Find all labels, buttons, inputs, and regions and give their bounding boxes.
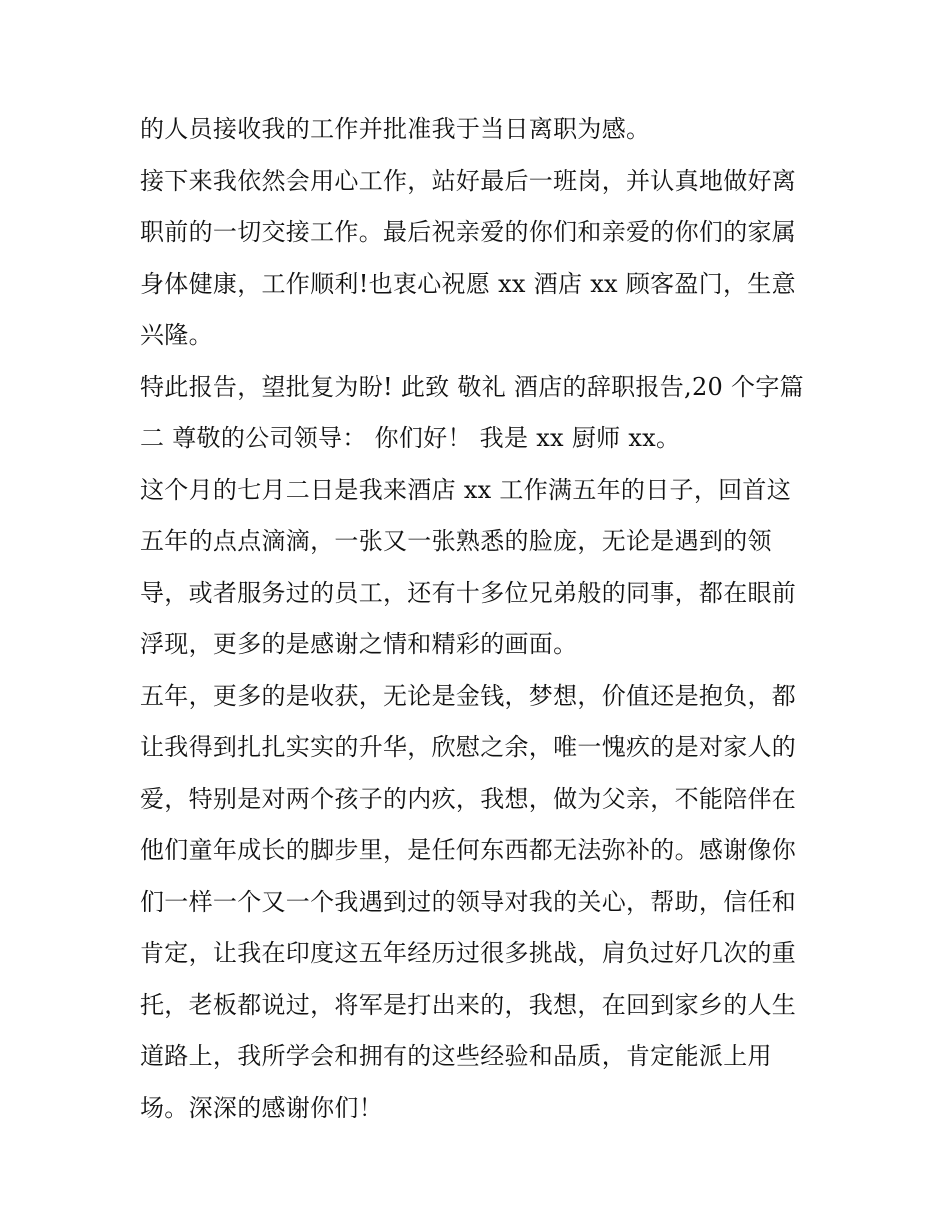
text-line: 兴隆。 — [140, 321, 213, 349]
text-line: 道路上，我所学会和拥有的这些经验和品质，肯定能派上用 — [140, 1042, 772, 1070]
text-line: 接下来我依然会用心工作，站好最后一班岗，并认真地做好离 — [140, 166, 797, 195]
text-line: 特此报告，望批复为盼! 此致 敬礼 酒店的辞职报告,20 个字篇 — [140, 372, 804, 401]
text-line: 职前的一切交接工作。最后祝亲爱的你们和亲爱的你们的家属 — [140, 218, 797, 246]
text-line: 这个月的七月二日是我来酒店 xx 工作满五年的日子，回首这 — [140, 475, 792, 504]
text-line: 们一样一个又一个我遇到过的领导对我的关心，帮助，信任和 — [140, 887, 797, 916]
text-line: 五年，更多的是收获，无论是金钱，梦想，价值还是抱负，都 — [140, 681, 797, 710]
paragraph-report-heading — [140, 362, 820, 465]
text-line: 肯定，让我在印度这五年经历过很多挑战，肩负过好几次的重 — [140, 939, 797, 967]
text-line: 五年的点点滴滴，一张又一张熟悉的脸庞，无论是遇到的领 — [140, 527, 772, 555]
text-line: 浮现，更多的是感谢之情和精彩的画面。 — [140, 630, 578, 658]
text-line: 导，或者服务过的员工，还有十多位兄弟般的同事，都在眼前 — [140, 578, 797, 607]
paragraph-farewell-wishes — [140, 156, 820, 362]
paragraph-gratitude — [140, 671, 820, 1135]
text-line: 二 尊敬的公司领导： 你们好！ 我是 xx 厨师 xx。 — [140, 424, 681, 452]
text-line: 身体健康，工作顺利!也衷心祝愿 xx 酒店 xx 顾客盈门，生意 — [140, 269, 796, 298]
text-line: 的人员接收我的工作并批准我于当日离职为感。 — [140, 115, 651, 143]
text-line: 爱，特别是对两个孩子的内疚，我想，做为父亲，不能陪伴在 — [140, 784, 797, 813]
document-body — [140, 104, 820, 1134]
text-line: 他们童年成长的脚步里，是任何东西都无法弥补的。感谢像你 — [140, 836, 797, 864]
paragraph-five-years-memory — [140, 465, 820, 671]
paragraph-closing-request — [140, 104, 820, 156]
text-line: 场。深深的感谢你们！ — [140, 1093, 383, 1122]
text-line: 托，老板都说过，将军是打出来的，我想，在回到家乡的人生 — [140, 990, 797, 1019]
text-line: 让我得到扎扎实实的升华，欣慰之余，唯一愧疚的是对家人的 — [140, 733, 797, 761]
